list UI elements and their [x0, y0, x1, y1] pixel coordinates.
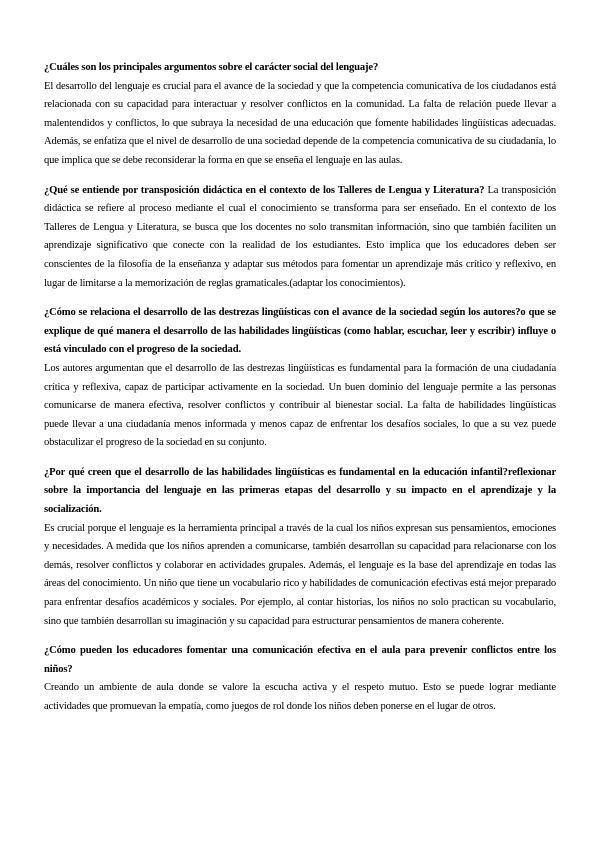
question-heading: ¿Cuáles son los principales argumentos sobre el carácter social del lenguaje?: [44, 62, 379, 73]
answer-paragraph: Es crucial porque el lenguaje es la herramienta principal a través de la cual los niños expresan sus pensamientos, emociones y necesidades. A medida que los niños aprenden a comunicarse, también desarrollan su capacidad para relacionarse con los demás, resolver conflictos y colaborar en actividades grupales. Además, el lenguaje es la base del aprendizaje en todas las áreas del conocimiento. Un niño que tiene un vocabulario rico y habilidades de comunicación efectivas está mejor preparado para enfrentar desafíos académicos y sociales. Por ejemplo, al contar historias, los niños no solo practican su vocabulario, sino que también desarrollan su imaginación y su capacidad para estructurar pensamientos de manera coherente.: [44, 522, 556, 627]
question-heading: ¿Qué se entiende por transposición didáctica en el contexto de los Talleres de Lengua y Literatura?: [44, 184, 485, 196]
qa-section-1: [44, 59, 556, 171]
question-with-answer: [44, 182, 556, 294]
question-heading: ¿Cómo pueden los educadores fomentar una comunicación efectiva en el aula para prevenir conflictos entre los niños?: [44, 645, 556, 675]
answer-paragraph: Creando un ambiente de aula donde se valore la escucha activa y el respeto mutuo. Esto se puede lograr mediante actividades que promuevan la empatía, como juegos de rol donde los niños deben ponerse en el lugar de otros.: [44, 682, 556, 712]
document-page: [44, 59, 556, 728]
qa-section-2: [44, 182, 556, 294]
answer-paragraph: Los autores argumentan que el desarrollo de las destrezas lingüísticas es fundamental para la formación de una ciudadanía crítica y reflexiva, capaz de participar activamente en la sociedad. Un buen dominio del lenguaje permite a las personas comunicarse de manera efectiva, resolver conflictos y contribuir al bienestar social. La falta de habilidades lingüísticas puede llevar a una ciudadanía menos informada y menos capaz de enfrentar los desafíos sociales, lo que a su vez puede obstaculizar el progreso de la sociedad en su conjunto.: [44, 362, 556, 449]
qa-section-3: [44, 304, 556, 453]
qa-section-5: [44, 642, 556, 716]
answer-paragraph: El desarrollo del lenguaje es crucial para el avance de la sociedad y que la competencia comunicativa de los ciudadanos está relacionada con su capacidad para interactuar y resolver conflictos en la comunidad. La falta de relación puede llevar a malentendidos y conflictos, lo que subraya la necesidad de una educación que fomente habilidades lingüísticas adecuadas. Además, se enfatiza que el nivel de desarrollo de una sociedad depende de la competencia comunicativa de su ciudadanía, lo que implica que se debe reconsiderar la forma en que se enseña el lenguaje en las aulas.: [44, 80, 556, 166]
question-heading: ¿Cómo se relaciona el desarrollo de las destrezas lingüísticas con el avance de la sociedad según los autores?o que se explique de qué manera el desarrollo de las habilidades lingüísticas (como hablar, escuchar, leer y escribir) influye o está vinculado con el progreso de la sociedad.: [44, 307, 556, 356]
qa-section-4: [44, 464, 556, 631]
question-heading: ¿Por qué creen que el desarrollo de las habilidades lingüísticas es fundamental en la educación infantil?reflexionar sobre la importancia del lenguaje en las primeras etapas del desarrollo y su impacto en el aprendizaje y la socialización.: [44, 466, 556, 516]
answer-paragraph: La transposición didáctica se refiere al proceso mediante el cual el conocimiento se transforma para ser enseñado. En el contexto de los Talleres de Lengua y Literatura, se busca que los docentes no solo transmitan información, sino que también faciliten un aprendizaje significativo que conecte con la realidad de los estudiantes. Esto implica que los educadores deben ser conscientes de la filosofía de la enseñanza y adaptar sus métodos para fomentar un aprendizaje más crítico y reflexivo, en lugar de limitarse a la memorización de reglas gramaticales.(adaptar los conocimientos).: [44, 184, 556, 289]
